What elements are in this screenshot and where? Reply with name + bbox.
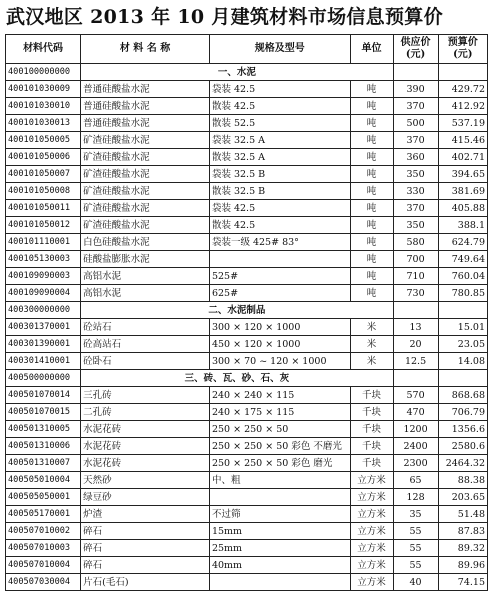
section-row — [6, 302, 488, 319]
material-code: 400501310005 — [6, 421, 81, 438]
material-name: 矿渣硅酸盐水泥 — [81, 166, 210, 183]
material-unit: 吨 — [350, 234, 393, 251]
material-code: 400105130003 — [6, 251, 81, 268]
budget-price: 381.69 — [438, 183, 487, 200]
supply-price: 700 — [393, 251, 438, 268]
budget-price: 412.92 — [438, 98, 487, 115]
header-code: 材料代码 — [6, 35, 81, 64]
table-row — [6, 540, 488, 557]
table-row — [6, 166, 488, 183]
material-spec: 250 × 250 × 50 彩色 磨光 — [209, 455, 350, 472]
budget-price: 2580.6 — [438, 438, 487, 455]
material-unit: 千块 — [350, 421, 393, 438]
material-spec: 袋装 42.5 — [209, 81, 350, 98]
table-row — [6, 132, 488, 149]
table-header-row — [6, 35, 488, 64]
section-title: 二、水泥制品 — [81, 302, 393, 319]
material-code: 400109090003 — [6, 268, 81, 285]
material-spec: 300 × 120 × 1000 — [209, 319, 350, 336]
price-table — [5, 34, 488, 591]
supply-price: 13 — [393, 319, 438, 336]
budget-price: 429.72 — [438, 81, 487, 98]
section-title: 一、水泥 — [81, 64, 393, 81]
material-unit: 吨 — [350, 149, 393, 166]
material-code: 400101050012 — [6, 217, 81, 234]
section-row — [6, 370, 488, 387]
material-spec: 散装 32.5 B — [209, 183, 350, 200]
material-spec: 525# — [209, 268, 350, 285]
material-code: 400101050005 — [6, 132, 81, 149]
supply-price: 2400 — [393, 438, 438, 455]
budget-price: 15.01 — [438, 319, 487, 336]
material-unit: 吨 — [350, 200, 393, 217]
supply-price: 730 — [393, 285, 438, 302]
budget-price: 88.38 — [438, 472, 487, 489]
material-unit: 吨 — [350, 183, 393, 200]
material-unit: 米 — [350, 353, 393, 370]
table-row — [6, 183, 488, 200]
table-row — [6, 489, 488, 506]
table-row — [6, 115, 488, 132]
material-code: 400507010002 — [6, 523, 81, 540]
table-row — [6, 438, 488, 455]
material-name: 高铝水泥 — [81, 285, 210, 302]
budget-price: 394.65 — [438, 166, 487, 183]
supply-price: 390 — [393, 81, 438, 98]
material-name: 白色硅酸盐水泥 — [81, 234, 210, 251]
supply-price: 350 — [393, 217, 438, 234]
budget-price: 74.15 — [438, 574, 487, 591]
material-code: 400501070014 — [6, 387, 81, 404]
supply-price: 55 — [393, 540, 438, 557]
material-name: 砼站石 — [81, 319, 210, 336]
material-name: 二孔砖 — [81, 404, 210, 421]
supply-price: 580 — [393, 234, 438, 251]
table-row — [6, 387, 488, 404]
supply-price: 20 — [393, 336, 438, 353]
material-name: 硅酸盐膨胀水泥 — [81, 251, 210, 268]
supply-price: 55 — [393, 557, 438, 574]
material-name: 三孔砖 — [81, 387, 210, 404]
material-unit: 吨 — [350, 268, 393, 285]
table-row — [6, 472, 488, 489]
document-title: 武汉地区 2013 年 10 月建筑材料市场信息预算价 — [6, 6, 443, 28]
material-spec: 240 × 175 × 115 — [209, 404, 350, 421]
material-unit: 千块 — [350, 387, 393, 404]
supply-price: 1200 — [393, 421, 438, 438]
section-empty-budget — [438, 64, 487, 81]
budget-price: 402.71 — [438, 149, 487, 166]
budget-price: 203.65 — [438, 489, 487, 506]
material-unit: 吨 — [350, 115, 393, 132]
supply-price: 500 — [393, 115, 438, 132]
material-unit: 吨 — [350, 251, 393, 268]
material-code: 400501310006 — [6, 438, 81, 455]
material-spec: 中、粗 — [209, 472, 350, 489]
material-unit: 米 — [350, 336, 393, 353]
table-row — [6, 353, 488, 370]
table-row — [6, 557, 488, 574]
budget-price: 760.04 — [438, 268, 487, 285]
material-code: 400507010004 — [6, 557, 81, 574]
material-unit: 立方米 — [350, 540, 393, 557]
material-spec: 袋装一级 425# 83° — [209, 234, 350, 251]
material-unit: 吨 — [350, 285, 393, 302]
supply-price: 370 — [393, 132, 438, 149]
material-name: 矿渣硅酸盐水泥 — [81, 217, 210, 234]
section-empty-supply — [393, 370, 438, 387]
material-name: 片石(毛石) — [81, 574, 210, 591]
material-code: 400101050006 — [6, 149, 81, 166]
material-name: 绿豆砂 — [81, 489, 210, 506]
supply-price: 65 — [393, 472, 438, 489]
supply-price: 12.5 — [393, 353, 438, 370]
table-row — [6, 268, 488, 285]
header-unit: 单位 — [350, 35, 393, 64]
budget-price: 537.19 — [438, 115, 487, 132]
table-row — [6, 149, 488, 166]
material-code: 400101030013 — [6, 115, 81, 132]
material-spec: 散装 52.5 — [209, 115, 350, 132]
material-unit: 吨 — [350, 217, 393, 234]
budget-price: 87.83 — [438, 523, 487, 540]
material-code: 400109090004 — [6, 285, 81, 302]
material-spec: 不过筛 — [209, 506, 350, 523]
budget-price: 624.79 — [438, 234, 487, 251]
header-budget-price: 预算价(元) — [438, 35, 487, 64]
material-code: 400101050008 — [6, 183, 81, 200]
material-name: 水泥花砖 — [81, 438, 210, 455]
material-code: 400101030009 — [6, 81, 81, 98]
budget-price: 1356.6 — [438, 421, 487, 438]
table-row — [6, 523, 488, 540]
section-empty-supply — [393, 64, 438, 81]
material-unit: 立方米 — [350, 574, 393, 591]
budget-price: 868.68 — [438, 387, 487, 404]
material-spec: 450 × 120 × 1000 — [209, 336, 350, 353]
budget-price: 415.46 — [438, 132, 487, 149]
table-row — [6, 81, 488, 98]
table-row — [6, 404, 488, 421]
budget-price: 780.85 — [438, 285, 487, 302]
header-spec: 规格及型号 — [209, 35, 350, 64]
material-spec: 袋装 32.5 B — [209, 166, 350, 183]
table-row — [6, 336, 488, 353]
section-empty-budget — [438, 302, 487, 319]
supply-price: 710 — [393, 268, 438, 285]
section-title: 三、砖、瓦、砂、石、灰 — [81, 370, 393, 387]
material-spec: 散装 42.5 — [209, 98, 350, 115]
material-code: 400301390001 — [6, 336, 81, 353]
supply-price: 55 — [393, 523, 438, 540]
table-row — [6, 285, 488, 302]
material-spec: 300 × 70 ~ 120 × 1000 — [209, 353, 350, 370]
supply-price: 330 — [393, 183, 438, 200]
material-name: 天然砂 — [81, 472, 210, 489]
material-name: 碎石 — [81, 557, 210, 574]
table-row — [6, 421, 488, 438]
material-unit: 千块 — [350, 404, 393, 421]
material-unit: 立方米 — [350, 506, 393, 523]
table-row — [6, 455, 488, 472]
material-name: 砼高站石 — [81, 336, 210, 353]
table-body — [6, 64, 488, 591]
section-code: 400100000000 — [6, 64, 81, 81]
material-name: 普通硅酸盐水泥 — [81, 98, 210, 115]
supply-price: 128 — [393, 489, 438, 506]
budget-price: 23.05 — [438, 336, 487, 353]
material-spec: 250 × 250 × 50 — [209, 421, 350, 438]
material-spec: 625# — [209, 285, 350, 302]
budget-price: 749.64 — [438, 251, 487, 268]
material-code: 400505010004 — [6, 472, 81, 489]
material-code: 400505050001 — [6, 489, 81, 506]
header-supply-price: 供应价(元) — [393, 35, 438, 64]
material-spec: 250 × 250 × 50 彩色 不磨光 — [209, 438, 350, 455]
section-empty-budget — [438, 370, 487, 387]
supply-price: 370 — [393, 200, 438, 217]
material-spec: 25mm — [209, 540, 350, 557]
material-spec — [209, 574, 350, 591]
supply-price: 35 — [393, 506, 438, 523]
material-spec: 15mm — [209, 523, 350, 540]
material-unit: 千块 — [350, 455, 393, 472]
material-code: 400101030010 — [6, 98, 81, 115]
table-row — [6, 234, 488, 251]
material-unit: 吨 — [350, 166, 393, 183]
material-spec: 袋装 32.5 A — [209, 132, 350, 149]
material-code: 400507010003 — [6, 540, 81, 557]
section-code: 400500000000 — [6, 370, 81, 387]
material-name: 碎石 — [81, 540, 210, 557]
material-unit: 千块 — [350, 438, 393, 455]
supply-price: 470 — [393, 404, 438, 421]
material-name: 高铝水泥 — [81, 268, 210, 285]
material-code: 400301410001 — [6, 353, 81, 370]
supply-price: 570 — [393, 387, 438, 404]
material-name: 碎石 — [81, 523, 210, 540]
supply-price: 40 — [393, 574, 438, 591]
material-spec: 散装 42.5 — [209, 217, 350, 234]
material-name: 矿渣硅酸盐水泥 — [81, 132, 210, 149]
material-name: 矿渣硅酸盐水泥 — [81, 149, 210, 166]
budget-price: 405.88 — [438, 200, 487, 217]
material-unit: 立方米 — [350, 472, 393, 489]
budget-price: 14.08 — [438, 353, 487, 370]
supply-price: 360 — [393, 149, 438, 166]
material-code: 400101050007 — [6, 166, 81, 183]
header-name: 材 料 名 称 — [81, 35, 210, 64]
material-spec — [209, 489, 350, 506]
material-unit: 立方米 — [350, 523, 393, 540]
supply-price: 2300 — [393, 455, 438, 472]
material-spec: 散装 32.5 A — [209, 149, 350, 166]
table-row — [6, 574, 488, 591]
material-spec: 40mm — [209, 557, 350, 574]
material-code: 400505170001 — [6, 506, 81, 523]
material-code: 400501070015 — [6, 404, 81, 421]
table-row — [6, 200, 488, 217]
material-code: 400101110001 — [6, 234, 81, 251]
material-unit: 立方米 — [350, 557, 393, 574]
material-name: 普通硅酸盐水泥 — [81, 115, 210, 132]
supply-price: 350 — [393, 166, 438, 183]
material-name: 普通硅酸盐水泥 — [81, 81, 210, 98]
material-name: 水泥花砖 — [81, 421, 210, 438]
material-name: 炉渣 — [81, 506, 210, 523]
material-unit: 吨 — [350, 81, 393, 98]
budget-price: 89.32 — [438, 540, 487, 557]
material-name: 水泥花砖 — [81, 455, 210, 472]
material-unit: 吨 — [350, 98, 393, 115]
budget-price: 388.1 — [438, 217, 487, 234]
material-spec: 240 × 240 × 115 — [209, 387, 350, 404]
material-unit: 米 — [350, 319, 393, 336]
material-name: 矿渣硅酸盐水泥 — [81, 183, 210, 200]
material-name: 矿渣硅酸盐水泥 — [81, 200, 210, 217]
section-empty-supply — [393, 302, 438, 319]
material-spec — [209, 251, 350, 268]
budget-price: 706.79 — [438, 404, 487, 421]
budget-price: 89.96 — [438, 557, 487, 574]
table-row — [6, 506, 488, 523]
material-unit: 立方米 — [350, 489, 393, 506]
material-code: 400301370001 — [6, 319, 81, 336]
section-code: 400300000000 — [6, 302, 81, 319]
table-row — [6, 251, 488, 268]
material-name: 砼卧石 — [81, 353, 210, 370]
material-spec: 袋装 42.5 — [209, 200, 350, 217]
budget-price: 51.48 — [438, 506, 487, 523]
table-row — [6, 319, 488, 336]
budget-price: 2464.32 — [438, 455, 487, 472]
material-code: 400101050011 — [6, 200, 81, 217]
material-unit: 吨 — [350, 132, 393, 149]
table-row — [6, 217, 488, 234]
material-code: 400501310007 — [6, 455, 81, 472]
section-row — [6, 64, 488, 81]
supply-price: 370 — [393, 98, 438, 115]
material-code: 400507030004 — [6, 574, 81, 591]
table-row — [6, 98, 488, 115]
